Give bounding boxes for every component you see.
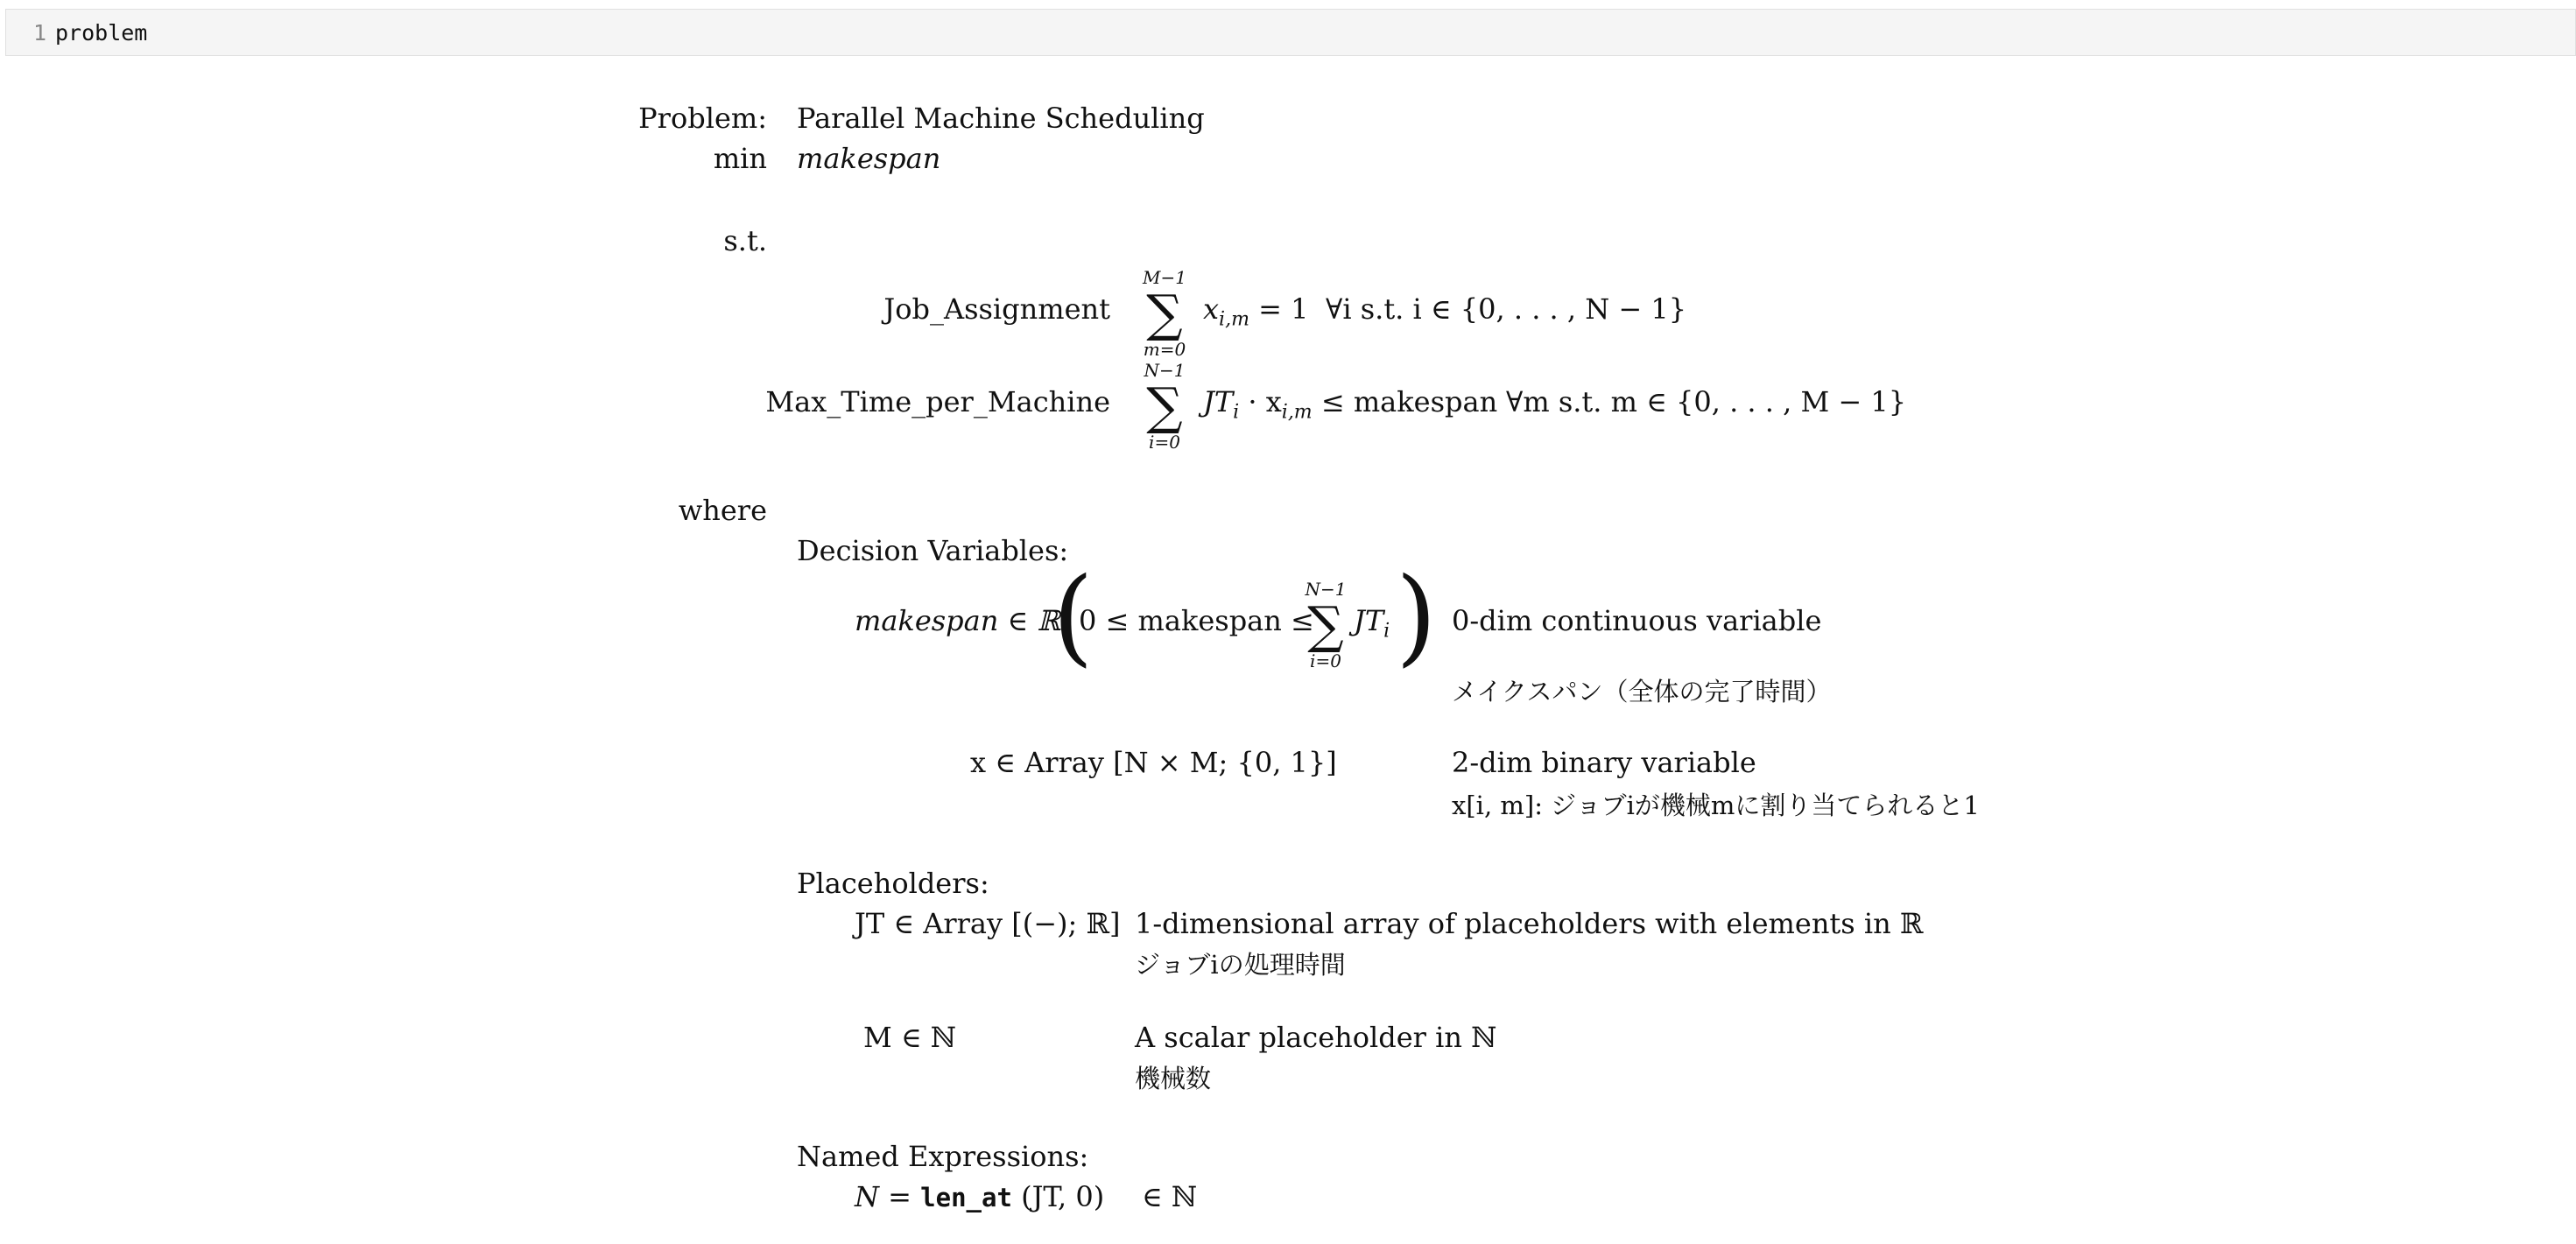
dv-makespan-bound: 0 ≤ makespan ≤: [1079, 604, 1314, 637]
code-text[interactable]: problem: [55, 20, 148, 46]
problem-label: Problem:: [638, 102, 767, 135]
decision-vars-header: Decision Variables:: [797, 534, 1069, 567]
problem-name: Parallel Machine Scheduling: [797, 102, 1205, 135]
line-number: 1: [32, 20, 46, 46]
constraint-name-job-assignment: Job_Assignment: [883, 292, 1110, 326]
dv-x-note: x[i, m]: ジョブiが機械mに割り当てられると1: [1452, 791, 1980, 820]
st-label: s.t.: [723, 224, 767, 257]
ph-m-desc: A scalar placeholder in ℕ: [1135, 1021, 1497, 1054]
ph-jt-note: ジョブiの処理時間: [1135, 950, 1346, 980]
dv-makespan-bound-body: $JT_i$: [1354, 604, 1390, 643]
left-paren: (: [1052, 556, 1094, 678]
constraint-forall-1: ∀i s.t. i ∈ {0, . . . , N − 1}: [1326, 292, 1687, 326]
constraint-name-max-time: Max_Time_per_Machine: [765, 385, 1110, 418]
sum-symbol-3: N−1 ∑ i=0: [1305, 579, 1347, 671]
dv-makespan-lhs: makespan ∈ ℝ: [855, 604, 1060, 637]
dv-x-lhs: x ∈ Array [N × M; {0, 1}]: [970, 746, 1337, 779]
ph-jt-lhs: JT ∈ Array [(−); ℝ]: [855, 907, 1121, 940]
right-paren: ): [1396, 556, 1437, 678]
placeholders-header: Placeholders:: [797, 867, 989, 900]
objective: makespan: [797, 142, 941, 175]
ph-m-note: 機械数: [1135, 1064, 1212, 1093]
dv-makespan-note: メイクスパン（全体の完了時間）: [1452, 677, 1832, 706]
named-expr-domain: ∈ ℕ: [1142, 1180, 1198, 1213]
named-expr-header: Named Expressions:: [797, 1140, 1089, 1173]
ph-m-lhs: M ∈ ℕ: [863, 1021, 957, 1054]
sum-symbol-1: M−1 ∑ m=0: [1143, 267, 1186, 360]
ph-jt-desc: 1-dimensional array of placeholders with elements in ℝ: [1135, 907, 1924, 940]
where-label: where: [678, 494, 767, 527]
named-expr-n: N = len_at (JT, 0): [855, 1180, 1105, 1213]
dv-makespan-desc: 0-dim continuous variable: [1452, 604, 1822, 637]
sum-symbol-2: N−1 ∑ i=0: [1144, 360, 1186, 453]
min-label: min: [713, 142, 767, 175]
constraint-forall-2: ∀m s.t. m ∈ {0, . . . , M − 1}: [1506, 385, 1907, 418]
dv-x-desc: 2-dim binary variable: [1452, 746, 1756, 779]
constraint-expr-2: $JT_i \cdot x_{i,m}$ ≤ makespan: [1203, 385, 1498, 424]
code-cell[interactable]: [5, 9, 2576, 56]
constraint-expr-1: $x_{i,m} = 1$: [1203, 292, 1309, 331]
